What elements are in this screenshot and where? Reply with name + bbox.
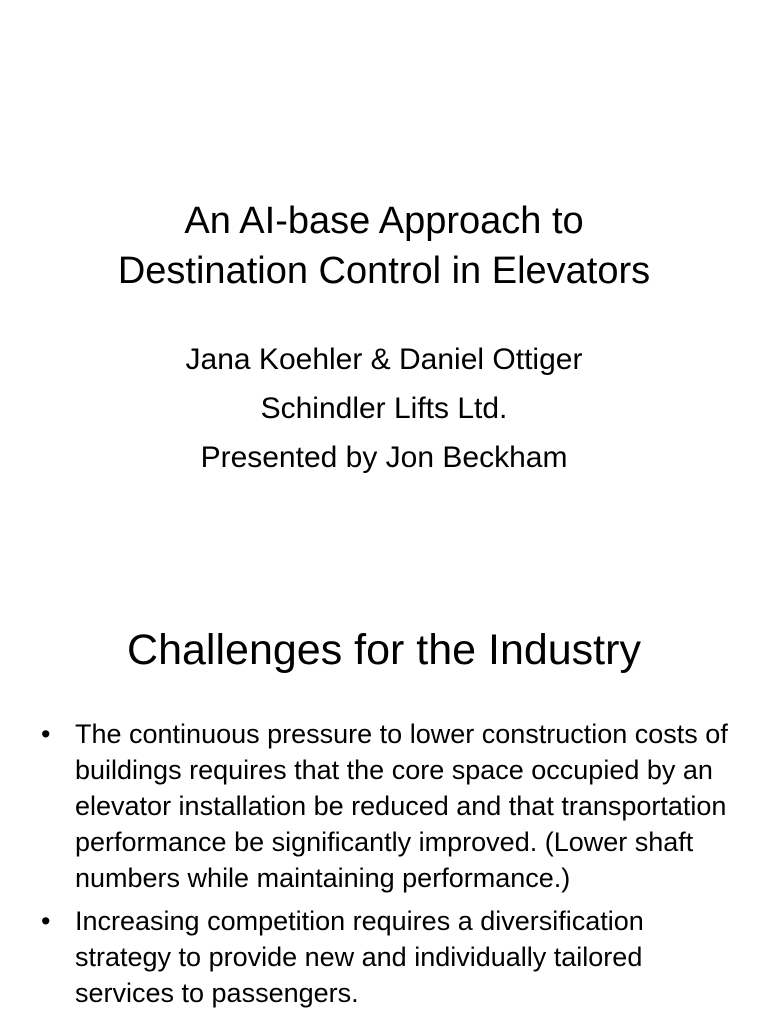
slide-title-line: Destination Control in Elevators [117, 250, 651, 292]
content-slide-title: Challenges for the Industry [127, 626, 641, 674]
slide-subtitle [0, 335, 768, 482]
author-affiliation: Schindler Lifts Ltd. [260, 392, 508, 425]
bullet-text: The continuous pressure to lower construction costs of buildings requires that the core space occupied by an elevator installation be reduced and that transportation performance be significantly improved. (Lower shaft numbers while maintaining performance.) [75, 719, 728, 893]
slide-title-line: An AI-base Approach to [184, 200, 584, 242]
presenter: Presented by Jon Beckham [200, 441, 568, 474]
author-names: Jana Koehler & Daniel Ottiger [185, 343, 583, 376]
slide-title [0, 196, 768, 296]
bullet-item [0, 716, 768, 896]
bullet-list [0, 716, 768, 1018]
bullet-icon: • [41, 906, 51, 936]
bullet-item [0, 903, 768, 1011]
bullet-text: Increasing competition requires a diversification strategy to provide new and individually tailored services to passengers. [75, 906, 644, 1008]
bullet-icon: • [41, 719, 51, 749]
content-slide [0, 576, 768, 1024]
